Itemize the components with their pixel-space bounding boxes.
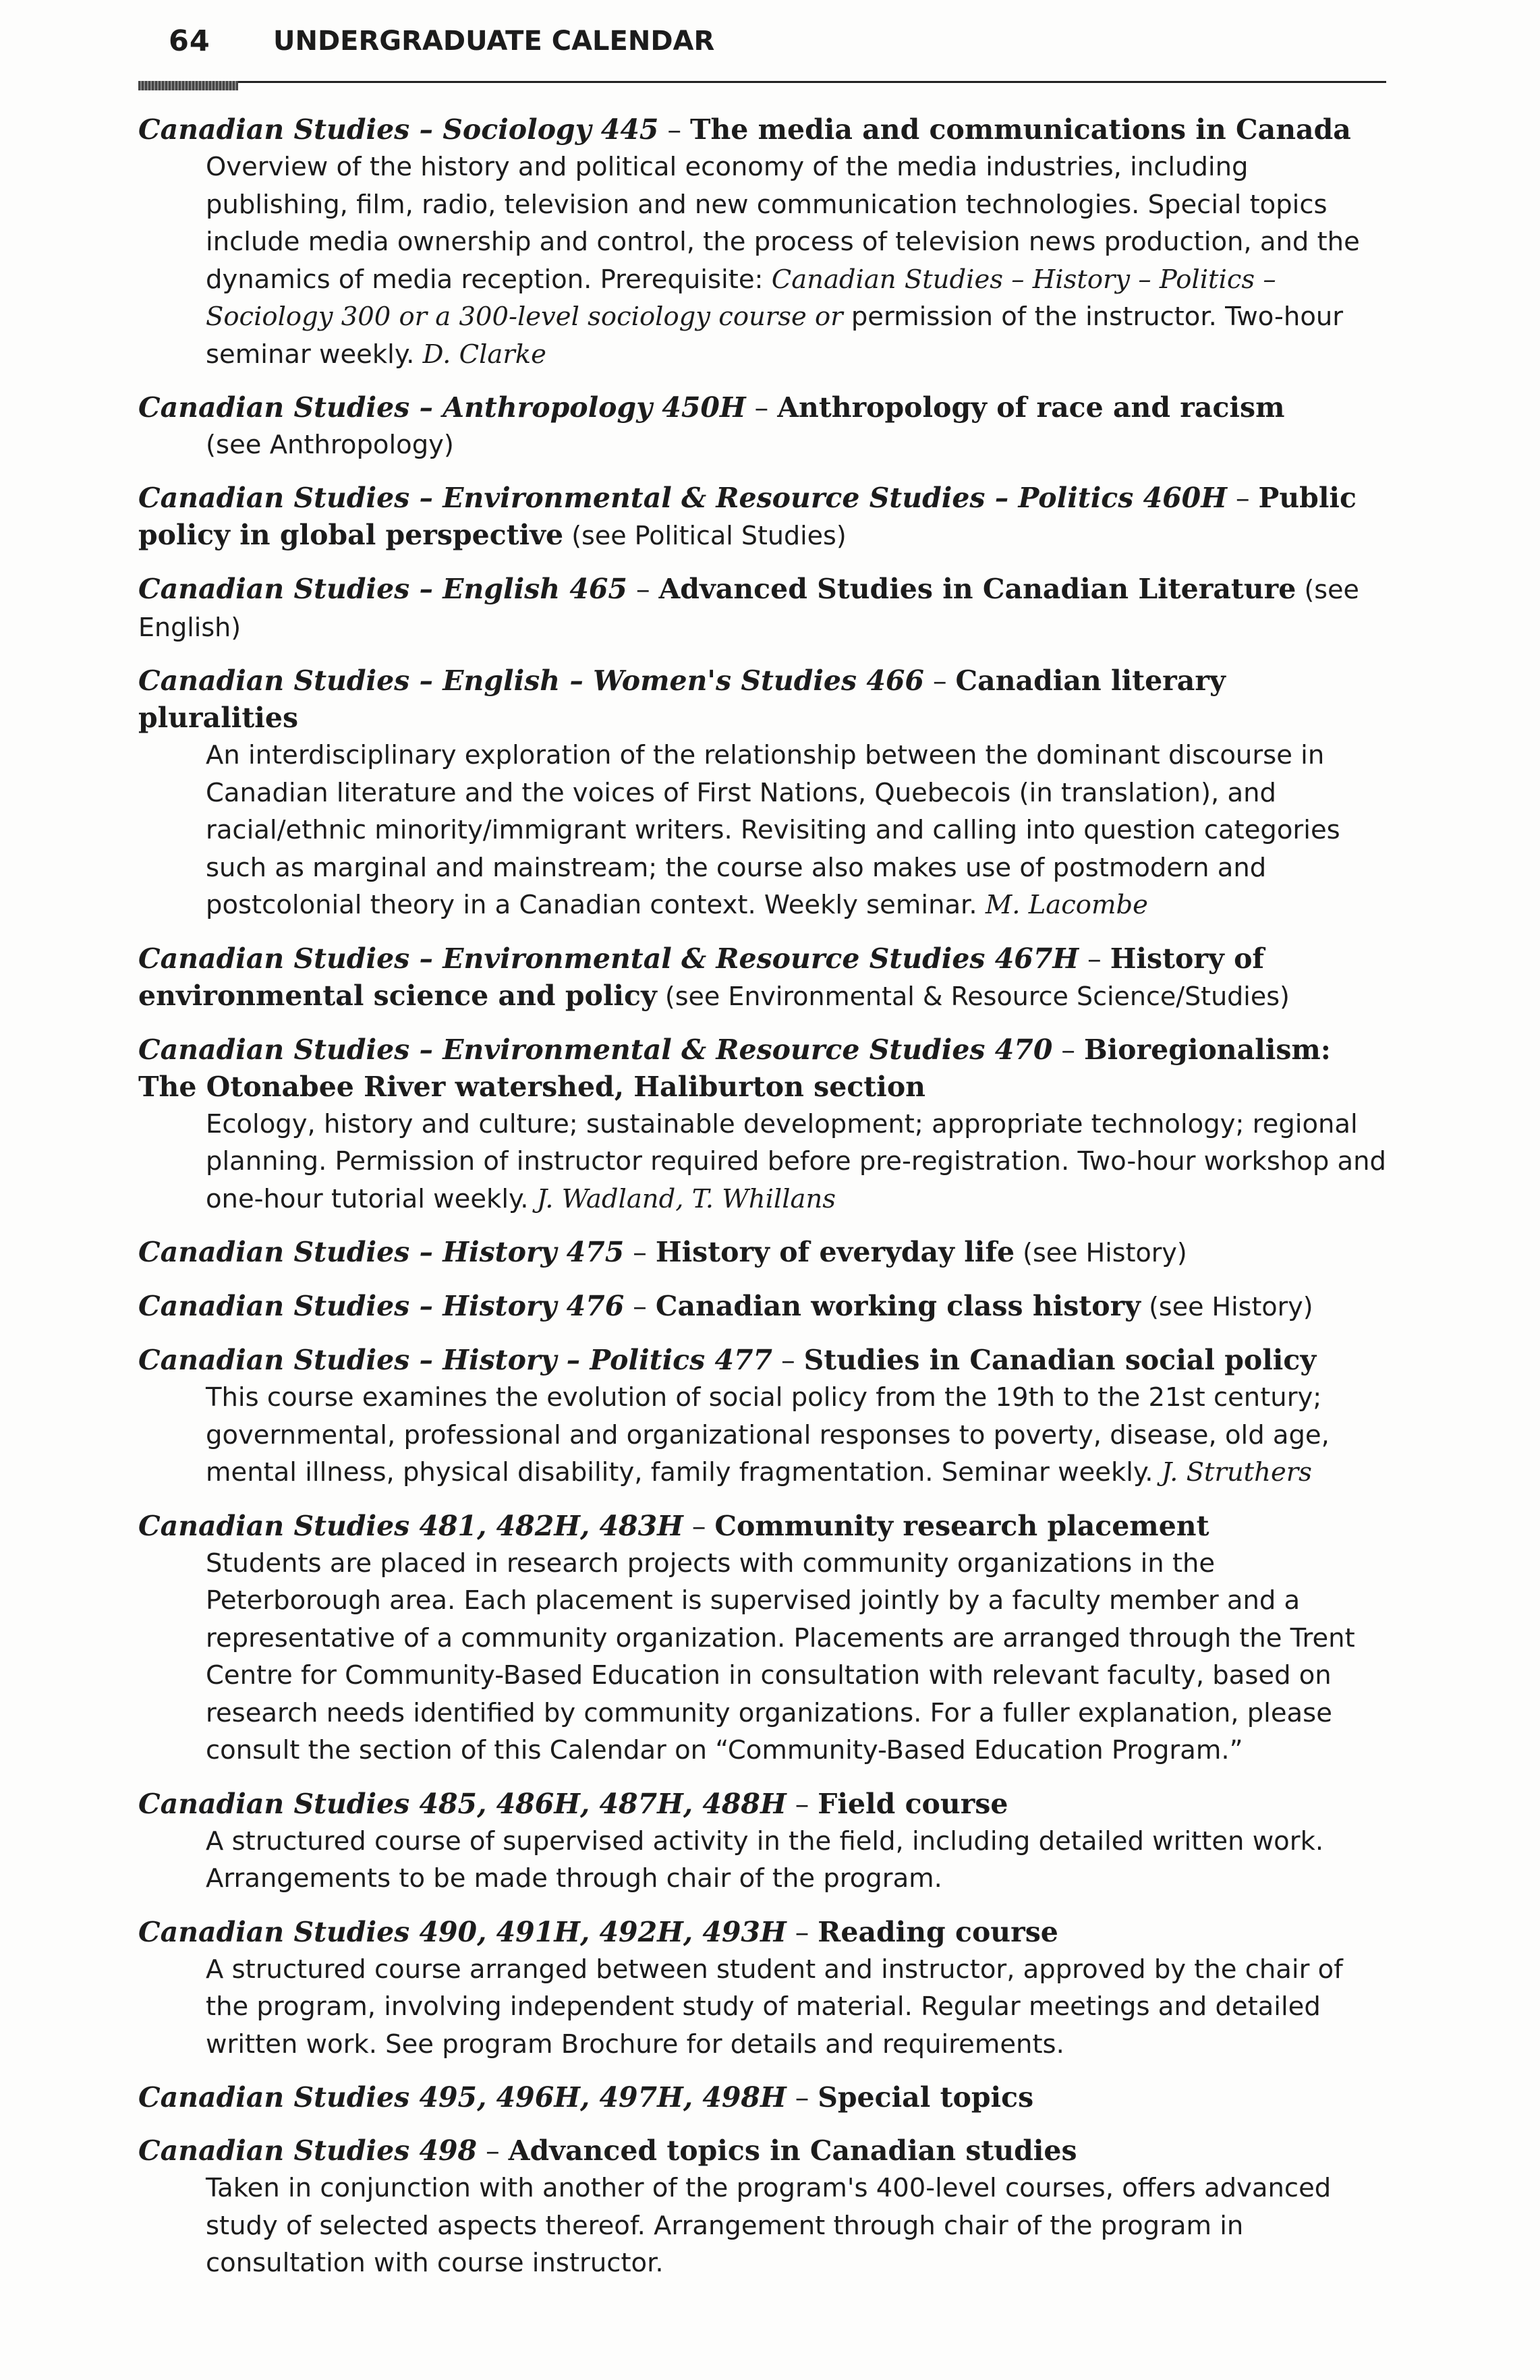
prerequisite-courses: Canadian Studies – History – Politics – Sociology 300 or a 300-level sociology course or — [206, 264, 1276, 332]
course-code: Canadian Studies 485, 486H, 487H, 488H — [138, 1787, 787, 1820]
course-entry — [138, 940, 1386, 1015]
course-code: Canadian Studies – History – Politics 477 — [138, 1344, 773, 1376]
cross-reference: (see History) — [1015, 1238, 1187, 1268]
course-title: History of everyday life — [655, 1236, 1015, 1268]
separator: – — [772, 1344, 804, 1376]
course-entry — [138, 1786, 1386, 1898]
course-code: Canadian Studies – History 476 — [138, 1290, 625, 1322]
course-title: Canadian working class history — [655, 1290, 1141, 1322]
course-entry — [138, 662, 1386, 924]
header-block-mark — [138, 81, 238, 90]
course-heading — [138, 662, 1386, 737]
course-entry — [138, 1508, 1386, 1769]
course-code: Canadian Studies – English 465 — [138, 573, 627, 605]
course-entry — [138, 1288, 1386, 1326]
course-code: Canadian Studies – Environmental & Resource Studies – Politics 460H — [138, 482, 1227, 514]
course-entry — [138, 389, 1386, 463]
course-heading — [138, 111, 1386, 148]
course-description: A structured course of supervised activity in the field, including detailed written work. Arrangements to be made through chair of the program. — [206, 1825, 1324, 1894]
course-heading — [138, 1508, 1386, 1545]
description-text: An interdisciplinary exploration of the relationship between the dominant discourse in Canadian literature and the voices of First Nations, Quebecois (in translation), and racial/ethnic minority/immigrant writers. Revisiting and calling into question categories such as marginal and mainstream; the course also makes use of postmodern and postcolonial theory in a Canadian context. Weekly seminar. — [206, 740, 1340, 920]
cross-reference: (see History) — [1141, 1292, 1313, 1322]
course-title: History of environmental science and policy — [138, 942, 1265, 1012]
separator: – — [1079, 942, 1110, 975]
course-code: Canadian Studies 481, 482H, 483H — [138, 1509, 683, 1542]
course-code: Canadian Studies 495, 496H, 497H, 498H — [138, 2081, 787, 2114]
course-heading — [138, 2079, 1386, 2116]
course-description: Taken in conjunction with another of the program's 400-level courses, offers advanced study of selected aspects thereof. Arrangement through chair of the program in consultation with course instructor. — [206, 2173, 1332, 2278]
separator: – — [1052, 1033, 1084, 1066]
course-heading — [138, 571, 1386, 646]
course-entry — [138, 1342, 1386, 1492]
course-title: Studies in Canadian social policy — [803, 1344, 1317, 1376]
course-heading — [138, 1234, 1386, 1272]
page-header — [138, 19, 1386, 73]
course-code: Canadian Studies – Anthropology 450H — [138, 391, 746, 424]
separator: – — [624, 1236, 656, 1268]
instructor: D. Clarke — [422, 339, 546, 370]
course-description — [206, 148, 1386, 373]
separator: – — [786, 2081, 818, 2114]
course-code: Canadian Studies 490, 491H, 492H, 493H — [138, 1915, 787, 1948]
course-code: Canadian Studies – English – Women's Studies 466 — [138, 664, 924, 697]
separator: – — [786, 1915, 818, 1948]
instructor: J. Struthers — [1161, 1457, 1312, 1488]
separator: – — [745, 391, 778, 424]
cross-reference: (see Environmental & Resource Science/Studies) — [656, 981, 1290, 1011]
course-title: Canadian literary pluralities — [138, 664, 1226, 734]
instructor: M. Lacombe — [985, 890, 1148, 920]
separator: – — [923, 664, 956, 697]
separator: – — [786, 1787, 818, 1820]
course-entry — [138, 2132, 1386, 2282]
running-head: UNDERGRADUATE CALENDAR — [273, 26, 715, 57]
course-title: Public policy in global perspective — [138, 482, 1357, 551]
separator: – — [627, 573, 659, 605]
course-description — [206, 1106, 1386, 1218]
course-entry — [138, 480, 1386, 555]
course-title: Advanced Studies in Canadian Literature — [658, 573, 1296, 605]
instructor: J. Wadland, T. Whillans — [536, 1183, 836, 1214]
course-title: The media and communications in Canada — [689, 113, 1351, 146]
course-code: Canadian Studies – Environmental & Resource Studies 467H — [138, 942, 1079, 975]
course-code: Canadian Studies – History 475 — [138, 1236, 625, 1268]
course-entry — [138, 111, 1386, 373]
course-description — [206, 737, 1386, 924]
course-description: A structured course arranged between student and instructor, approved by the chair of the program, involving independent study of material. Regular meetings and detailed written work. See program Brochure for details and requirements. — [206, 1954, 1343, 2060]
course-heading — [138, 1786, 1386, 1823]
course-heading — [138, 940, 1386, 1015]
separator: – — [683, 1509, 715, 1542]
separator: – — [477, 2134, 509, 2167]
course-title: Reading course — [818, 1915, 1058, 1948]
course-code: Canadian Studies 498 — [138, 2134, 478, 2167]
course-title: Advanced topics in Canadian studies — [508, 2134, 1077, 2167]
description-text: Overview of the history and political economy of the media industries, including publishing, film, radio, television and new communication technologies. Special topics include media ownership and control, the process of television news production, and the dynamics of media reception. Prerequisite: — [206, 152, 1360, 295]
description-text: Ecology, history and culture; sustainable development; appropriate technology; regional planning. Permission of instructor required before pre-registration. Two-hour workshop and one-hour tutorial weekly. — [206, 1108, 1386, 1214]
course-title: Community research placement — [714, 1509, 1209, 1542]
course-code: Canadian Studies – Sociology 445 — [138, 113, 659, 146]
course-heading — [138, 480, 1386, 555]
course-heading — [138, 1288, 1386, 1326]
cross-reference: (see Anthropology) — [206, 430, 454, 460]
course-title: Bioregionalism: The Otonabee River watershed, Haliburton section — [138, 1033, 1331, 1103]
course-entry — [138, 571, 1386, 646]
course-heading — [138, 389, 1386, 426]
separator: – — [1226, 482, 1259, 514]
course-entry — [138, 1234, 1386, 1272]
course-code: Canadian Studies – Environmental & Resource Studies 470 — [138, 1033, 1053, 1066]
description-text: This course examines the evolution of social policy from the 19th to the 21st century; governmental, professional and organizational responses to poverty, disease, old age, mental illness, physical disability, family fragmentation. Seminar weekly. — [206, 1382, 1330, 1488]
course-list — [138, 111, 1386, 2298]
course-description — [206, 1379, 1386, 1492]
course-entry — [138, 1914, 1386, 2064]
course-entry — [138, 2079, 1386, 2116]
course-description: Students are placed in research projects with community organizations in the Peterborough area. Each placement is supervised jointly by a faculty member and a representative of a community organization. Placements are arranged through the Trent Centre for Community-Based Education in consultation with relevant faculty, based on research needs identified by community organizations. For a fuller explanation, please consult the section of this Calendar on “Community-Based Education Program.” — [206, 1548, 1355, 1765]
course-entry — [138, 1031, 1386, 1218]
description-text: permission of the instructor. Two-hour seminar weekly. — [206, 302, 1344, 370]
separator: – — [624, 1290, 656, 1322]
course-title: Field course — [818, 1787, 1008, 1820]
separator: – — [658, 113, 690, 146]
cross-reference: (see Political Studies) — [563, 521, 847, 550]
course-heading — [138, 1914, 1386, 1951]
course-title: Anthropology of race and racism — [777, 391, 1285, 424]
cross-reference: (see English) — [138, 575, 1359, 642]
course-heading — [138, 1342, 1386, 1379]
course-title: Special topics — [818, 2081, 1034, 2114]
course-heading — [138, 1031, 1386, 1106]
course-heading — [138, 2132, 1386, 2170]
header-rule — [138, 81, 1386, 83]
page-number: 64 — [169, 24, 210, 58]
